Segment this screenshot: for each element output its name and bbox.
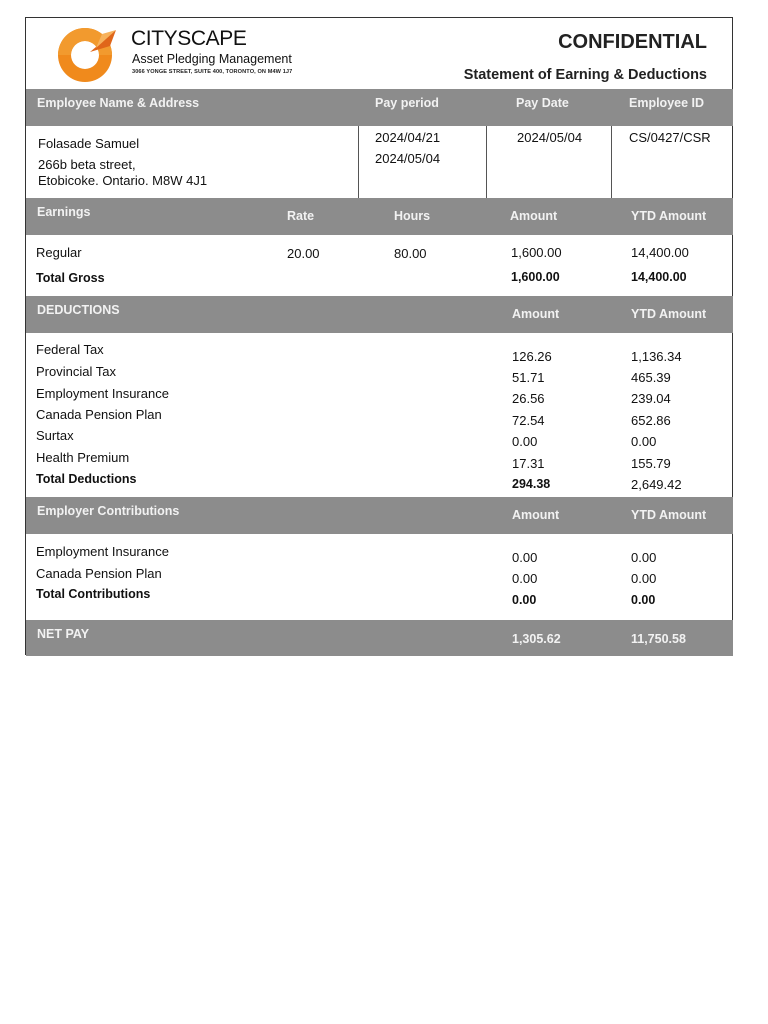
deductions-header-amount: Amount <box>512 307 560 321</box>
contribution-ytd: 0.00 <box>631 571 657 586</box>
employee-name: Folasade Samuel <box>38 136 140 151</box>
statement-title: Statement of Earning & Deductions <box>463 67 707 83</box>
net-pay-amount: 1,305.62 <box>512 632 561 646</box>
divider <box>611 126 612 198</box>
deduction-amount: 51.71 <box>512 370 545 385</box>
company-logo-icon <box>50 24 122 84</box>
deduction-label: Employment Insurance <box>36 386 169 401</box>
contribution-label: Canada Pension Plan <box>36 566 162 581</box>
contributions-header-ytd: YTD Amount <box>631 508 707 522</box>
total-contributions-ytd: 0.00 <box>631 593 656 607</box>
deductions-header-band <box>26 296 733 333</box>
total-gross-amount: 1,600.00 <box>511 270 560 284</box>
earnings-row-rate: 20.00 <box>287 246 320 261</box>
pay-period-end: 2024/05/04 <box>375 151 441 166</box>
divider <box>358 126 359 198</box>
earnings-header-amount: Amount <box>510 209 558 223</box>
pay-date-value: 2024/05/04 <box>517 130 583 145</box>
total-gross-label: Total Gross <box>36 271 105 285</box>
contributions-header-label: Employer Contributions <box>37 504 180 518</box>
contributions-header-band <box>26 497 733 534</box>
employee-id-value: CS/0427/CSR <box>629 130 711 145</box>
header-name-address: Employee Name & Address <box>37 96 200 110</box>
employee-address-line2: Etobicoke. Ontario. M8W 4J1 <box>38 173 208 188</box>
deductions-header-label: DEDUCTIONS <box>37 303 120 317</box>
deduction-amount: 0.00 <box>512 434 538 449</box>
contributions-header-amount: Amount <box>512 508 560 522</box>
pay-period-start: 2024/04/21 <box>375 130 441 145</box>
company-subtitle: Asset Pledging Management <box>132 52 292 66</box>
earnings-header-ytd: YTD Amount <box>631 209 707 223</box>
total-gross-ytd: 14,400.00 <box>631 270 687 284</box>
deduction-amount: 26.56 <box>512 391 545 406</box>
header-pay-period: Pay period <box>375 96 439 110</box>
deduction-ytd: 239.04 <box>631 391 671 406</box>
confidential-label: CONFIDENTIAL <box>558 31 707 53</box>
earnings-row-amount: 1,600.00 <box>511 245 562 260</box>
company-address: 3066 YONGE STREET, SUITE 400, TORONTO, ON M4W 1J7 <box>132 69 293 75</box>
company-name: CITYSCAPE <box>131 27 247 50</box>
earnings-row-hours: 80.00 <box>394 246 427 261</box>
contribution-label: Employment Insurance <box>36 544 169 559</box>
deduction-ytd: 155.79 <box>631 456 671 471</box>
earnings-header-label: Earnings <box>37 205 91 219</box>
contribution-ytd: 0.00 <box>631 550 657 565</box>
contribution-amount: 0.00 <box>512 550 538 565</box>
deduction-amount: 126.26 <box>512 349 552 364</box>
earnings-header-band <box>26 198 733 235</box>
deduction-ytd: 652.86 <box>631 413 671 428</box>
deduction-amount: 72.54 <box>512 413 545 428</box>
employee-address-line1: 266b beta street, <box>38 157 136 172</box>
total-contributions-amount: 0.00 <box>512 593 537 607</box>
total-contributions-label: Total Contributions <box>36 587 151 601</box>
deductions-header-ytd: YTD Amount <box>631 307 707 321</box>
earnings-header-hours: Hours <box>394 209 431 223</box>
header-employee-id: Employee ID <box>629 96 705 110</box>
total-deductions-ytd: 2,649.42 <box>631 477 682 492</box>
employee-header-band <box>26 89 733 126</box>
header-pay-date: Pay Date <box>516 96 569 110</box>
earnings-row-label: Regular <box>36 245 82 260</box>
contribution-amount: 0.00 <box>512 571 538 586</box>
total-deductions-amount: 294.38 <box>512 477 551 491</box>
deduction-label: Federal Tax <box>36 342 104 357</box>
deduction-label: Health Premium <box>36 450 130 465</box>
deduction-ytd: 0.00 <box>631 434 657 449</box>
net-pay-ytd: 11,750.58 <box>631 632 686 646</box>
deduction-ytd: 1,136.34 <box>631 349 682 364</box>
total-deductions-label: Total Deductions <box>36 472 137 486</box>
deduction-amount: 17.31 <box>512 456 545 471</box>
earnings-row-ytd: 14,400.00 <box>631 245 689 260</box>
deduction-ytd: 465.39 <box>631 370 671 385</box>
net-pay-band <box>26 620 733 656</box>
earnings-header-rate: Rate <box>287 209 315 223</box>
divider <box>486 126 487 198</box>
deduction-label: Provincial Tax <box>36 364 116 379</box>
deduction-label: Canada Pension Plan <box>36 407 162 422</box>
deduction-label: Surtax <box>36 428 74 443</box>
net-pay-label: NET PAY <box>37 627 90 641</box>
